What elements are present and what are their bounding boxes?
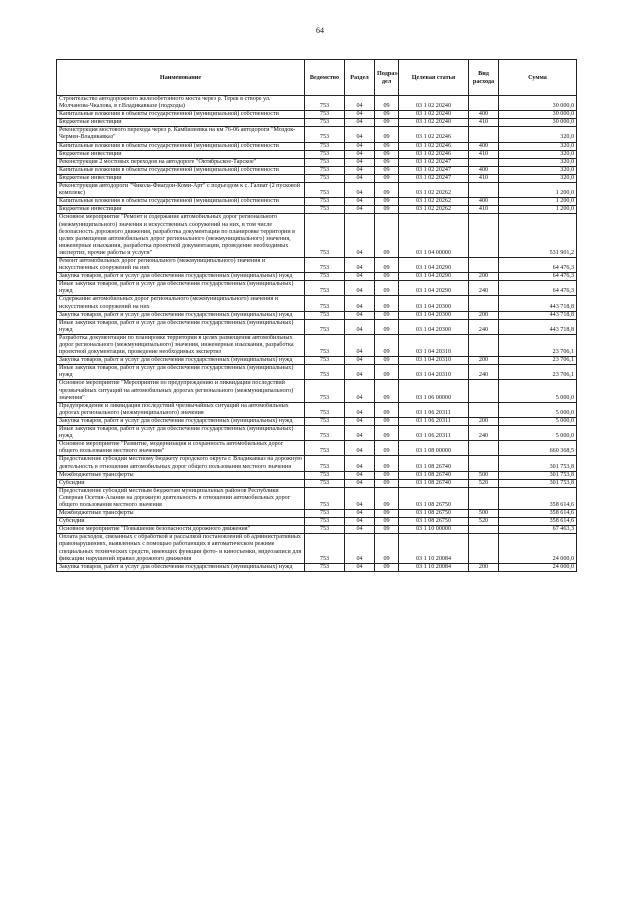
table-row bbox=[57, 158, 577, 166]
row-expense-cell: 200 bbox=[469, 417, 499, 425]
row-expense-cell: 500 bbox=[469, 510, 499, 518]
table-row bbox=[57, 281, 577, 296]
row-name-cell: Разработка документации по планировке территории в целях размещения автомобильных дорог регионального (межмуниципального) значения, инженерные изыскания, разработка проектной документации, проведение необходимых экспертиз bbox=[57, 334, 305, 356]
row-section-cell: 04 bbox=[345, 319, 375, 334]
row-target-cell: 03 1 08 26750 bbox=[399, 487, 469, 509]
row-expense-cell: 400 bbox=[469, 111, 499, 119]
table-row bbox=[57, 296, 577, 311]
row-expense-cell bbox=[469, 534, 499, 563]
row-name-cell: Строительство автодорожного железобетонного моста через р. Терек в створе ул. Молчанова-Чкалова, в г.Владикавказе (подходы) bbox=[57, 96, 305, 111]
table-row bbox=[57, 456, 577, 471]
row-ministry-cell: 753 bbox=[305, 111, 345, 119]
row-name-cell: Предупреждение и ликвидация последствий чрезвычайных ситуаций на автомобильных дорогах регионального (межмуниципального) значения bbox=[57, 402, 305, 417]
row-expense-cell: 240 bbox=[469, 319, 499, 334]
row-subsection-cell: 09 bbox=[375, 534, 399, 563]
row-section-cell: 04 bbox=[345, 534, 375, 563]
row-target-cell: 03 1 04 20290 bbox=[399, 281, 469, 296]
row-section-cell: 04 bbox=[345, 183, 375, 198]
row-expense-cell: 410 bbox=[469, 206, 499, 214]
row-name-cell: Закупка товаров, работ и услуг для обеспечения государственных (муниципальных) нужд bbox=[57, 311, 305, 319]
row-expense-cell: 400 bbox=[469, 166, 499, 174]
row-subsection-cell: 09 bbox=[375, 257, 399, 272]
row-subsection-cell: 09 bbox=[375, 357, 399, 365]
row-target-cell: 03 1 02 20247 bbox=[399, 166, 469, 174]
row-expense-cell: 400 bbox=[469, 142, 499, 150]
row-amount-cell: 320,0 bbox=[499, 150, 577, 158]
row-amount-cell: 358 614,6 bbox=[499, 487, 577, 509]
row-target-cell: 03 1 02 20262 bbox=[399, 206, 469, 214]
row-name-cell: Ремонт автомобильных дорог регионального (межмуниципального) значения и искусственных сооружений на них bbox=[57, 257, 305, 272]
row-target-cell: 03 1 02 20247 bbox=[399, 158, 469, 166]
row-name-cell: Реконструкция мостового перехода через р. Камбилеевка на км 76-06 автодороги "Моздок-Чермен-Владикавказ" bbox=[57, 127, 305, 142]
row-name-cell: Капитальные вложения в объекты государственной (муниципальной) собственности bbox=[57, 111, 305, 119]
row-expense-cell: 520 bbox=[469, 518, 499, 526]
table-row bbox=[57, 311, 577, 319]
row-name-cell: Капитальные вложения в объекты государственной (муниципальной) собственности bbox=[57, 166, 305, 174]
row-ministry-cell: 753 bbox=[305, 158, 345, 166]
row-subsection-cell: 09 bbox=[375, 142, 399, 150]
row-name-cell: Капитальные вложения в объекты государственной (муниципальной) собственности bbox=[57, 198, 305, 206]
row-subsection-cell: 09 bbox=[375, 311, 399, 319]
row-subsection-cell: 09 bbox=[375, 281, 399, 296]
row-expense-cell: 410 bbox=[469, 150, 499, 158]
row-target-cell: 03 1 06 00000 bbox=[399, 380, 469, 402]
row-name-cell: Межбюджетные трансферты bbox=[57, 510, 305, 518]
row-amount-cell: 5 000,0 bbox=[499, 402, 577, 417]
row-amount-cell: 24 000,0 bbox=[499, 563, 577, 571]
row-expense-cell: 400 bbox=[469, 198, 499, 206]
row-subsection-cell: 09 bbox=[375, 441, 399, 456]
row-target-cell: 03 1 08 26750 bbox=[399, 518, 469, 526]
row-subsection-cell: 09 bbox=[375, 296, 399, 311]
row-target-cell: 03 1 04 20290 bbox=[399, 273, 469, 281]
row-amount-cell: 320,0 bbox=[499, 166, 577, 174]
row-subsection-cell: 09 bbox=[375, 150, 399, 158]
row-expense-cell bbox=[469, 296, 499, 311]
row-subsection-cell: 09 bbox=[375, 111, 399, 119]
row-ministry-cell: 753 bbox=[305, 402, 345, 417]
row-section-cell: 04 bbox=[345, 510, 375, 518]
row-expense-cell: 240 bbox=[469, 281, 499, 296]
row-amount-cell: 301 753,8 bbox=[499, 471, 577, 479]
row-ministry-cell: 753 bbox=[305, 334, 345, 356]
row-amount-cell: 320,0 bbox=[499, 174, 577, 182]
row-name-cell: Бюджетные инвестиции bbox=[57, 150, 305, 158]
row-amount-cell: 320,0 bbox=[499, 127, 577, 142]
row-expense-cell bbox=[469, 402, 499, 417]
header-amount: Сумма bbox=[499, 60, 577, 96]
row-target-cell: 03 1 10 20084 bbox=[399, 534, 469, 563]
row-subsection-cell: 09 bbox=[375, 380, 399, 402]
row-section-cell: 04 bbox=[345, 111, 375, 119]
row-subsection-cell: 09 bbox=[375, 273, 399, 281]
row-ministry-cell: 753 bbox=[305, 471, 345, 479]
row-amount-cell: 1 200,0 bbox=[499, 198, 577, 206]
row-target-cell: 03 1 04 20310 bbox=[399, 365, 469, 380]
row-ministry-cell: 753 bbox=[305, 214, 345, 258]
row-target-cell: 03 1 02 20246 bbox=[399, 142, 469, 150]
row-amount-cell: 5 000,0 bbox=[499, 426, 577, 441]
table-row bbox=[57, 518, 577, 526]
row-expense-cell: 200 bbox=[469, 563, 499, 571]
row-expense-cell: 410 bbox=[469, 119, 499, 127]
table-row bbox=[57, 479, 577, 487]
row-target-cell: 03 1 08 26740 bbox=[399, 456, 469, 471]
row-section-cell: 04 bbox=[345, 471, 375, 479]
row-section-cell: 04 bbox=[345, 281, 375, 296]
row-name-cell: Иные закупки товаров, работ и услуг для обеспечения государственных (муниципальных) нужд bbox=[57, 281, 305, 296]
row-ministry-cell: 753 bbox=[305, 183, 345, 198]
row-name-cell: Закупка товаров, работ и услуг для обеспечения государственных (муниципальных) нужд bbox=[57, 417, 305, 425]
table-row bbox=[57, 526, 577, 534]
table-row bbox=[57, 214, 577, 258]
row-expense-cell: 500 bbox=[469, 471, 499, 479]
row-ministry-cell: 753 bbox=[305, 198, 345, 206]
table-row bbox=[57, 357, 577, 365]
table-row bbox=[57, 334, 577, 356]
table-row bbox=[57, 380, 577, 402]
row-amount-cell: 320,0 bbox=[499, 158, 577, 166]
row-ministry-cell: 753 bbox=[305, 365, 345, 380]
table-row bbox=[57, 534, 577, 563]
row-expense-cell: 410 bbox=[469, 174, 499, 182]
table-row bbox=[57, 426, 577, 441]
row-section-cell: 04 bbox=[345, 214, 375, 258]
row-amount-cell: 531 901,2 bbox=[499, 214, 577, 258]
row-expense-cell bbox=[469, 183, 499, 198]
row-amount-cell: 1 200,0 bbox=[499, 183, 577, 198]
row-section-cell: 04 bbox=[345, 166, 375, 174]
row-expense-cell bbox=[469, 158, 499, 166]
row-target-cell: 03 1 04 20300 bbox=[399, 311, 469, 319]
row-amount-cell: 5 000,0 bbox=[499, 417, 577, 425]
row-subsection-cell: 09 bbox=[375, 526, 399, 534]
row-expense-cell bbox=[469, 96, 499, 111]
row-ministry-cell: 753 bbox=[305, 127, 345, 142]
row-amount-cell: 358 614,6 bbox=[499, 518, 577, 526]
row-name-cell: Закупка товаров, работ и услуг для обеспечения государственных (муниципальных) нужд bbox=[57, 273, 305, 281]
table-row bbox=[57, 198, 577, 206]
row-amount-cell: 23 706,1 bbox=[499, 357, 577, 365]
row-name-cell: Закупка товаров, работ и услуг для обеспечения государственных (муниципальных) нужд bbox=[57, 357, 305, 365]
row-section-cell: 04 bbox=[345, 563, 375, 571]
header-subsection: Подраз-дел bbox=[375, 60, 399, 96]
row-ministry-cell: 753 bbox=[305, 456, 345, 471]
row-amount-cell: 320,0 bbox=[499, 142, 577, 150]
row-ministry-cell: 753 bbox=[305, 150, 345, 158]
row-name-cell: Реконструкция автодороги "Чикола-Фиагдон-Коми-Арт" с подъездом к с. Галиат (2 пусковой комплекс) bbox=[57, 183, 305, 198]
row-amount-cell: 358 614,6 bbox=[499, 510, 577, 518]
table-row bbox=[57, 319, 577, 334]
row-subsection-cell: 09 bbox=[375, 417, 399, 425]
row-name-cell: Субсидии bbox=[57, 479, 305, 487]
row-subsection-cell: 09 bbox=[375, 479, 399, 487]
row-ministry-cell: 753 bbox=[305, 273, 345, 281]
row-section-cell: 04 bbox=[345, 518, 375, 526]
row-name-cell: Иные закупки товаров, работ и услуг для обеспечения государственных (муниципальных) нужд bbox=[57, 426, 305, 441]
row-name-cell: Бюджетные инвестиции bbox=[57, 206, 305, 214]
row-name-cell: Иные закупки товаров, работ и услуг для обеспечения государственных (муниципальных) нужд bbox=[57, 319, 305, 334]
row-section-cell: 04 bbox=[345, 158, 375, 166]
row-name-cell: Реконструкция 2 мостовых переходов на автодороге "Октябрьское-Тарское" bbox=[57, 158, 305, 166]
row-target-cell: 03 1 10 20084 bbox=[399, 563, 469, 571]
table-row bbox=[57, 142, 577, 150]
row-name-cell: Основное мероприятие "Мероприятия по предупреждению и ликвидации последствий чрезвычайных ситуаций на автомобильных дорогах регионального (межмуниципального) значения" bbox=[57, 380, 305, 402]
row-ministry-cell: 753 bbox=[305, 311, 345, 319]
row-expense-cell: 520 bbox=[469, 479, 499, 487]
row-ministry-cell: 753 bbox=[305, 510, 345, 518]
table-row bbox=[57, 257, 577, 272]
row-section-cell: 04 bbox=[345, 206, 375, 214]
row-subsection-cell: 09 bbox=[375, 119, 399, 127]
row-amount-cell: 64 476,3 bbox=[499, 281, 577, 296]
row-target-cell: 03 1 08 26750 bbox=[399, 510, 469, 518]
row-section-cell: 04 bbox=[345, 456, 375, 471]
row-name-cell: Субсидии bbox=[57, 518, 305, 526]
row-amount-cell: 64 476,3 bbox=[499, 257, 577, 272]
row-subsection-cell: 09 bbox=[375, 365, 399, 380]
row-ministry-cell: 753 bbox=[305, 96, 345, 111]
row-subsection-cell: 09 bbox=[375, 198, 399, 206]
row-expense-cell: 200 bbox=[469, 357, 499, 365]
page-number: 64 bbox=[316, 26, 324, 35]
table-row bbox=[57, 417, 577, 425]
row-amount-cell: 301 753,8 bbox=[499, 479, 577, 487]
row-section-cell: 04 bbox=[345, 296, 375, 311]
row-subsection-cell: 09 bbox=[375, 166, 399, 174]
row-target-cell: 03 1 02 20262 bbox=[399, 198, 469, 206]
row-name-cell: Основное мероприятие "Повышение безопасности дорожного движения" bbox=[57, 526, 305, 534]
row-ministry-cell: 753 bbox=[305, 380, 345, 402]
row-section-cell: 04 bbox=[345, 357, 375, 365]
row-ministry-cell: 753 bbox=[305, 479, 345, 487]
row-target-cell: 03 1 06 20311 bbox=[399, 426, 469, 441]
row-section-cell: 04 bbox=[345, 198, 375, 206]
row-ministry-cell: 753 bbox=[305, 357, 345, 365]
row-ministry-cell: 753 bbox=[305, 487, 345, 509]
row-ministry-cell: 753 bbox=[305, 417, 345, 425]
row-name-cell: Предоставление субсидии местному бюджету городского округа г. Владикавказ на дорожную деятельность в отношении автомобильных дорог общего пользования местного значения bbox=[57, 456, 305, 471]
row-ministry-cell: 753 bbox=[305, 174, 345, 182]
row-name-cell: Бюджетные инвестиции bbox=[57, 119, 305, 127]
table-row bbox=[57, 402, 577, 417]
table-row bbox=[57, 510, 577, 518]
row-subsection-cell: 09 bbox=[375, 319, 399, 334]
row-subsection-cell: 09 bbox=[375, 183, 399, 198]
table-body bbox=[57, 96, 577, 572]
table-row bbox=[57, 119, 577, 127]
row-target-cell: 03 1 04 20310 bbox=[399, 357, 469, 365]
row-section-cell: 04 bbox=[345, 311, 375, 319]
row-section-cell: 04 bbox=[345, 417, 375, 425]
row-ministry-cell: 753 bbox=[305, 426, 345, 441]
row-target-cell: 03 1 06 20311 bbox=[399, 402, 469, 417]
row-expense-cell: 200 bbox=[469, 273, 499, 281]
row-target-cell: 03 1 08 26740 bbox=[399, 471, 469, 479]
row-ministry-cell: 753 bbox=[305, 257, 345, 272]
row-expense-cell bbox=[469, 526, 499, 534]
row-ministry-cell: 753 bbox=[305, 534, 345, 563]
row-subsection-cell: 09 bbox=[375, 426, 399, 441]
row-expense-cell bbox=[469, 127, 499, 142]
row-name-cell: Бюджетные инвестиции bbox=[57, 174, 305, 182]
row-target-cell: 03 1 02 20240 bbox=[399, 96, 469, 111]
row-ministry-cell: 753 bbox=[305, 166, 345, 174]
row-expense-cell bbox=[469, 214, 499, 258]
row-ministry-cell: 753 bbox=[305, 296, 345, 311]
row-amount-cell: 301 753,8 bbox=[499, 456, 577, 471]
header-section: Раздел bbox=[345, 60, 375, 96]
row-target-cell: 03 1 04 20290 bbox=[399, 257, 469, 272]
header-expense: Вид расхода bbox=[469, 60, 499, 96]
row-subsection-cell: 09 bbox=[375, 214, 399, 258]
row-ministry-cell: 753 bbox=[305, 119, 345, 127]
table-row bbox=[57, 365, 577, 380]
row-target-cell: 03 1 02 20240 bbox=[399, 111, 469, 119]
row-amount-cell: 443 718,8 bbox=[499, 319, 577, 334]
table-row bbox=[57, 273, 577, 281]
row-expense-cell bbox=[469, 380, 499, 402]
row-subsection-cell: 09 bbox=[375, 510, 399, 518]
row-expense-cell bbox=[469, 334, 499, 356]
header-target: Целевая статья bbox=[399, 60, 469, 96]
header-name: Наименование bbox=[57, 60, 305, 96]
row-name-cell: Межбюджетные трансферты bbox=[57, 471, 305, 479]
row-target-cell: 03 1 02 20246 bbox=[399, 127, 469, 142]
row-ministry-cell: 753 bbox=[305, 563, 345, 571]
row-expense-cell: 200 bbox=[469, 311, 499, 319]
row-subsection-cell: 09 bbox=[375, 456, 399, 471]
row-ministry-cell: 753 bbox=[305, 319, 345, 334]
row-expense-cell bbox=[469, 441, 499, 456]
row-section-cell: 04 bbox=[345, 142, 375, 150]
row-ministry-cell: 753 bbox=[305, 281, 345, 296]
row-target-cell: 03 1 04 00000 bbox=[399, 214, 469, 258]
row-target-cell: 03 1 08 00000 bbox=[399, 441, 469, 456]
row-amount-cell: 30 000,0 bbox=[499, 119, 577, 127]
row-ministry-cell: 753 bbox=[305, 441, 345, 456]
row-target-cell: 03 1 08 26740 bbox=[399, 479, 469, 487]
row-subsection-cell: 09 bbox=[375, 127, 399, 142]
row-expense-cell: 240 bbox=[469, 365, 499, 380]
row-expense-cell: 240 bbox=[469, 426, 499, 441]
row-amount-cell: 443 718,8 bbox=[499, 311, 577, 319]
row-section-cell: 04 bbox=[345, 526, 375, 534]
row-section-cell: 04 bbox=[345, 127, 375, 142]
row-amount-cell: 23 706,1 bbox=[499, 334, 577, 356]
row-subsection-cell: 09 bbox=[375, 206, 399, 214]
row-section-cell: 04 bbox=[345, 365, 375, 380]
row-target-cell: 03 1 02 20246 bbox=[399, 150, 469, 158]
header-ministry: Ведомство bbox=[305, 60, 345, 96]
row-expense-cell bbox=[469, 487, 499, 509]
row-target-cell: 03 1 04 20310 bbox=[399, 334, 469, 356]
row-name-cell: Содержание автомобильных дорог регионального (межмуниципального) значения и искусственных сооружений на них bbox=[57, 296, 305, 311]
row-amount-cell: 23 706,1 bbox=[499, 365, 577, 380]
row-amount-cell: 67 463,3 bbox=[499, 526, 577, 534]
row-name-cell: Основное мероприятие "Развитие, модернизация и сохранность автомобильных дорог общего пользования местного значения" bbox=[57, 441, 305, 456]
row-name-cell: Предоставление субсидий местным бюджетам муниципальных районов Республики Северная Осетия-Алания на дорожную деятельность в отношении автомобильных дорог общего пользования местного значения bbox=[57, 487, 305, 509]
row-section-cell: 04 bbox=[345, 334, 375, 356]
table-row bbox=[57, 471, 577, 479]
row-target-cell: 03 1 02 20262 bbox=[399, 183, 469, 198]
row-section-cell: 04 bbox=[345, 380, 375, 402]
table-row bbox=[57, 183, 577, 198]
row-target-cell: 03 1 04 20300 bbox=[399, 319, 469, 334]
row-section-cell: 04 bbox=[345, 119, 375, 127]
row-subsection-cell: 09 bbox=[375, 174, 399, 182]
row-amount-cell: 443 718,8 bbox=[499, 296, 577, 311]
row-section-cell: 04 bbox=[345, 150, 375, 158]
row-ministry-cell: 753 bbox=[305, 142, 345, 150]
table-row bbox=[57, 96, 577, 111]
row-subsection-cell: 09 bbox=[375, 402, 399, 417]
row-subsection-cell: 09 bbox=[375, 471, 399, 479]
row-subsection-cell: 09 bbox=[375, 563, 399, 571]
table-row bbox=[57, 487, 577, 509]
row-amount-cell: 30 000,0 bbox=[499, 111, 577, 119]
row-target-cell: 03 1 02 20247 bbox=[399, 174, 469, 182]
row-name-cell: Основное мероприятие "Ремонт и содержание автомобильных дорог регионального (межмуниципального) значения и искусственных сооружений на них, в том числе безопасность дорожного движения, разработка документации по планировке территории в целях размещения автомобильных дорог регионального (межмуниципального) значения, инженерные изыскания, разработка проектной документации, проведение необходимых экспертиз, прочие работы и услуги" bbox=[57, 214, 305, 258]
row-section-cell: 04 bbox=[345, 487, 375, 509]
row-target-cell: 03 1 02 20240 bbox=[399, 119, 469, 127]
row-expense-cell bbox=[469, 257, 499, 272]
row-section-cell: 04 bbox=[345, 426, 375, 441]
row-expense-cell bbox=[469, 456, 499, 471]
row-name-cell: Капитальные вложения в объекты государственной (муниципальной) собственности bbox=[57, 142, 305, 150]
row-subsection-cell: 09 bbox=[375, 334, 399, 356]
row-section-cell: 04 bbox=[345, 273, 375, 281]
table-header-row bbox=[57, 60, 577, 96]
row-target-cell: 03 1 04 20300 bbox=[399, 296, 469, 311]
row-name-cell: Иные закупки товаров, работ и услуг для обеспечения государственных (муниципальных) нужд bbox=[57, 365, 305, 380]
row-amount-cell: 30 000,0 bbox=[499, 96, 577, 111]
row-amount-cell: 64 476,3 bbox=[499, 273, 577, 281]
table-row bbox=[57, 441, 577, 456]
row-target-cell: 03 1 06 20311 bbox=[399, 417, 469, 425]
row-ministry-cell: 753 bbox=[305, 526, 345, 534]
row-subsection-cell: 09 bbox=[375, 158, 399, 166]
row-amount-cell: 660 368,5 bbox=[499, 441, 577, 456]
row-subsection-cell: 09 bbox=[375, 518, 399, 526]
row-amount-cell: 24 000,0 bbox=[499, 534, 577, 563]
row-subsection-cell: 09 bbox=[375, 487, 399, 509]
row-amount-cell: 1 200,0 bbox=[499, 206, 577, 214]
table-row bbox=[57, 127, 577, 142]
row-section-cell: 04 bbox=[345, 174, 375, 182]
budget-table bbox=[56, 59, 577, 572]
table-row bbox=[57, 174, 577, 182]
table-row bbox=[57, 563, 577, 571]
row-section-cell: 04 bbox=[345, 479, 375, 487]
row-section-cell: 04 bbox=[345, 402, 375, 417]
row-section-cell: 04 bbox=[345, 257, 375, 272]
row-target-cell: 03 1 10 00000 bbox=[399, 526, 469, 534]
row-name-cell: Закупка товаров, работ и услуг для обеспечения государственных (муниципальных) нужд bbox=[57, 563, 305, 571]
row-ministry-cell: 753 bbox=[305, 518, 345, 526]
row-section-cell: 04 bbox=[345, 96, 375, 111]
table-row bbox=[57, 166, 577, 174]
row-ministry-cell: 753 bbox=[305, 206, 345, 214]
row-amount-cell: 5 000,0 bbox=[499, 380, 577, 402]
row-section-cell: 04 bbox=[345, 441, 375, 456]
table-row bbox=[57, 206, 577, 214]
table-row bbox=[57, 111, 577, 119]
row-subsection-cell: 09 bbox=[375, 96, 399, 111]
row-name-cell: Оплата расходов, связанных с обработкой и рассылкой постановлений об административных правонарушениях, выявленных с помощью работающих в автоматическом режиме специальных технических средств, имеющих функции фото- и киносъемки, видеозаписи для фиксации нарушений правил дорожного движения bbox=[57, 534, 305, 563]
table-row bbox=[57, 150, 577, 158]
